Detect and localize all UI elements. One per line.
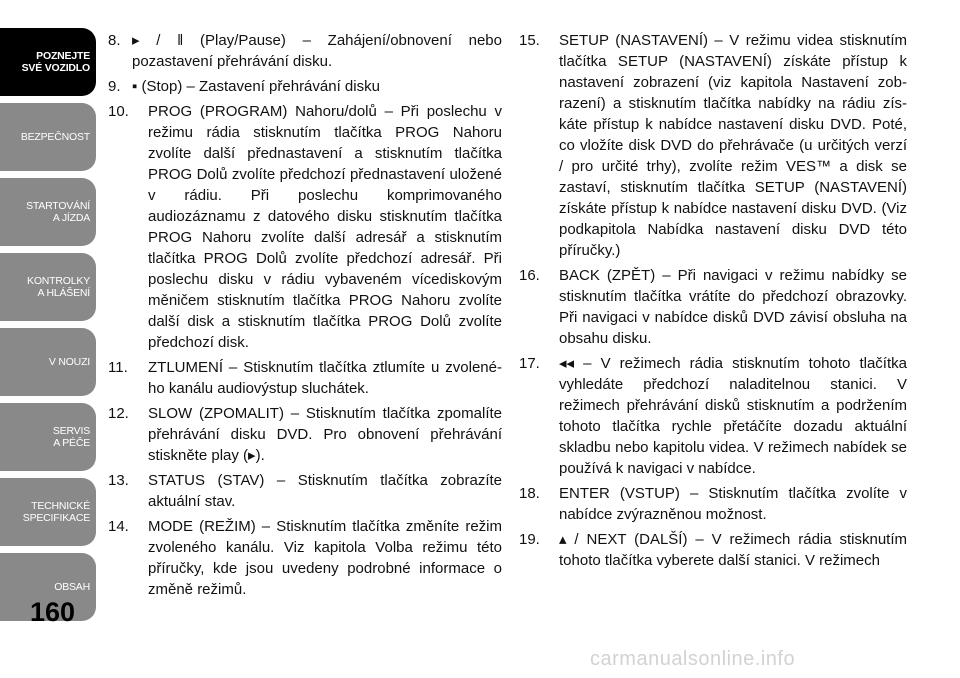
- list-item: [108, 357, 502, 399]
- list-item: [108, 516, 502, 600]
- item-text: SLOW (ZPOMALIT) – Stisknutím tlačítka zpomalíte přehrávání disku DVD. Pro obnovení přehrávání stiskněte play (▸).: [148, 405, 502, 464]
- list-item: [108, 403, 502, 466]
- tab-label: POZNEJTE SVÉ VOZIDLO: [21, 50, 90, 74]
- tab-label: TECHNICKÉ SPECIFIKACE: [22, 500, 90, 524]
- page-number: 160: [30, 597, 76, 627]
- item-number: 13.: [108, 472, 129, 489]
- item-number: 10.: [108, 103, 129, 120]
- item-text: ◂◂ – V režimech rádia stisknutím tohoto tlačítka vyhledáte předchozí naladitelnou stanici. V režimech přehrávání disků stisknutím a podržením tohoto tlačítka rychle přetáčíte dozadu aktuální skladbu nebo kapitolu videa. V režimech nabídek se používá k navigaci v nabídce.: [559, 355, 907, 477]
- list-item: [108, 470, 502, 512]
- tab-label: KONTROLKY A HLÁŠENÍ: [27, 275, 90, 299]
- item-number: 17.: [519, 355, 540, 372]
- tab-kontrolky-a-hlaseni[interactable]: [0, 253, 96, 321]
- list-item: [108, 30, 502, 72]
- tab-label: BEZPEČNOST: [20, 131, 90, 143]
- item-number: 15.: [519, 32, 540, 49]
- list-item: [519, 30, 907, 261]
- item-number: 12.: [108, 405, 129, 422]
- section-tabs: [0, 0, 104, 678]
- item-number: 19.: [519, 531, 540, 548]
- tab-bezpecnost[interactable]: [0, 103, 96, 171]
- tab-poznejte-sve-vozidlo[interactable]: [0, 28, 96, 96]
- item-number: 16.: [519, 267, 540, 284]
- item-number: 14.: [108, 518, 129, 535]
- item-text: ZTLUMENÍ – Stisknutím tlačítka ztlumíte u zvoleného kanálu audiovýstup sluchátek.: [148, 359, 502, 397]
- item-text: ▴ / NEXT (DALŠÍ) – V režimech rádia stisknutím tohoto tlačítka vyberete další stanici. V režimech: [559, 531, 907, 569]
- list-item: [108, 101, 502, 353]
- item-text: MODE (REŽIM) – Stisknutím tlačítka změníte režim zvoleného kanálu. Viz kapitola Volba režimu této příručky, kde jsou uvedeny podrobné informace o změně režimů.: [148, 518, 502, 598]
- item-text: SETUP (NASTAVENÍ) – V režimu videa stisknutím tlačítka SETUP (NASTAVENÍ) získáte přístup k nastavení zobrazení (viz kapitola Nastavení zobrazení) a stisknutím tlačítka nabídky na rádiu získáte přístup k nabídce nastavení disku DVD. Poté, co vložíte disk DVD do přehrávače (u určitých verzí / pro určité trhy), zvolíte režim VES™ a disk se zastaví, stisknutím tlačítka SETUP (NASTAVENÍ) získáte přístup k nabídce nastavení disku DVD. (Viz podkapitola Nabídka nastavení disku DVD této příručky.): [559, 32, 907, 259]
- left-column: [108, 30, 502, 604]
- item-text: PROG (PROGRAM) Nahoru/dolů – Při poslechu v režimu rádia stisknutím tlačítka PROG Nahoru zvolíte další přednastavení a stisknutím tlačítka PROG Dolů zvolíte předchozí přednastavení uložené v rádiu. Při poslechu komprimovaného audiozáznamu z datového disku stisknutím tlačítka PROG Nahoru zvolíte další adresář a stisknutím tlačítka PROG Dolů zvolíte předchozí adresář. Při poslechu disku v rádiu vybaveném vícediskovým měničem stisknutím tlačítka PROG Nahoru zvolíte další disk a stisknutím tlačítka PROG Dolů zvolíte předchozí disk.: [148, 103, 502, 351]
- tab-label: OBSAH: [54, 581, 90, 593]
- list-item: [519, 529, 907, 571]
- item-number: 9.: [108, 78, 121, 95]
- list-item: [519, 265, 907, 349]
- right-column: [519, 30, 907, 575]
- list-item: [108, 76, 502, 97]
- list-item: [519, 483, 907, 525]
- tab-label: SERVIS A PÉČE: [52, 425, 90, 449]
- item-text: ENTER (VSTUP) – Stisknutím tlačítka zvolíte v nabídce zvýrazněnou možnost.: [559, 485, 907, 523]
- tab-startovani-a-jizda[interactable]: [0, 178, 96, 246]
- list-item: [519, 353, 907, 479]
- tab-label: STARTOVÁNÍ A JÍZDA: [26, 200, 90, 224]
- item-number: 8.: [108, 32, 121, 49]
- watermark: carmanualsonline.info: [590, 648, 796, 670]
- tab-technicke-specifikace[interactable]: [0, 478, 96, 546]
- tab-servis-a-pece[interactable]: [0, 403, 96, 471]
- item-text: ▸ / ǁ (Play/Pause) – Zahájení/obnovení nebo pozastavení přehrávání disku.: [132, 32, 502, 70]
- tab-label: V NOUZI: [48, 356, 90, 368]
- item-number: 18.: [519, 485, 540, 502]
- tab-v-nouzi[interactable]: [0, 328, 96, 396]
- item-text: ▪ (Stop) – Zastavení přehrávání disku: [132, 78, 380, 95]
- item-number: 11.: [108, 359, 128, 376]
- item-text: STATUS (STAV) – Stisknutím tlačítka zobrazíte aktuální stav.: [148, 472, 502, 510]
- item-text: BACK (ZPĚT) – Při navigaci v režimu nabídky se stisknutím tlačítka vrátíte do předchozí obrazovky. Při navigaci v nabídce disků DVD závisí obsluha na obsahu disku.: [559, 267, 907, 347]
